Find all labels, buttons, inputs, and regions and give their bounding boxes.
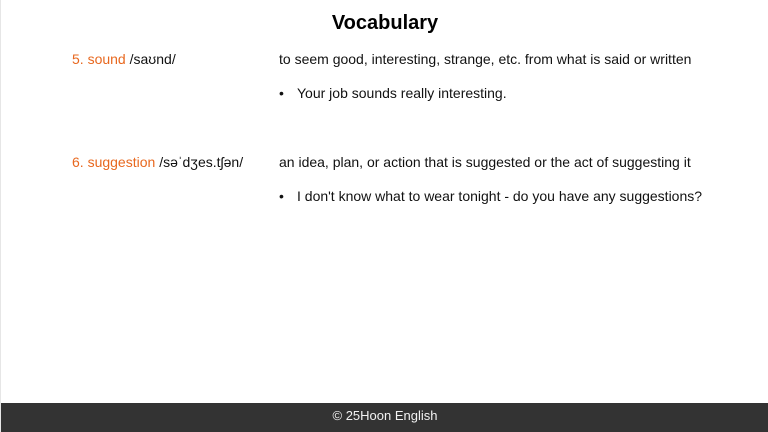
vocab-term — [72, 153, 243, 171]
vocab-pronunciation: /səˈdʒes.tʃən/ — [159, 154, 244, 170]
vocab-definition: an idea, plan, or action that is suggested or the act of suggesting it — [279, 154, 691, 170]
vocab-definition: to seem good, interesting, strange, etc. from what is said or written — [279, 51, 692, 67]
copyright-text: © 25Hoon English — [332, 408, 438, 423]
vocab-example-text: I don't know what to wear tonight - do you have any suggestions? — [297, 188, 703, 204]
vocab-word: 5. sound — [72, 51, 126, 67]
vocab-example — [279, 187, 702, 205]
vocab-pronunciation: /saʊnd/ — [129, 51, 176, 67]
vocab-example-text: Your job sounds really interesting. — [297, 85, 507, 101]
bullet-icon: • — [279, 188, 284, 204]
vocab-term — [72, 50, 176, 68]
page-title: Vocabulary — [331, 12, 439, 34]
bullet-icon: • — [279, 85, 284, 101]
vocab-example — [279, 84, 507, 102]
vocab-word: 6. suggestion — [72, 154, 156, 170]
footer-bar — [1, 403, 768, 432]
